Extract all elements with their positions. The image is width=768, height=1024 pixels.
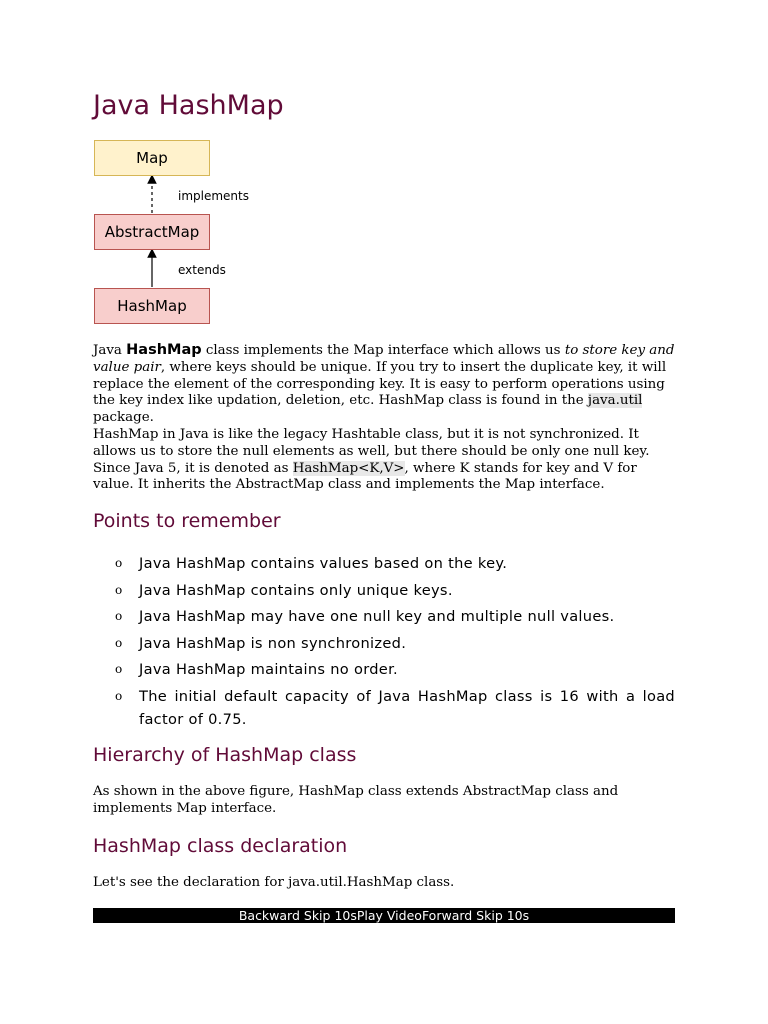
- points-heading: Points to remember: [93, 510, 281, 532]
- list-item: [93, 685, 675, 731]
- hierarchy-diagram: [93, 139, 263, 329]
- intro-text: package.: [93, 410, 154, 426]
- bullet-icon: o: [115, 662, 123, 677]
- list-item-text: Java HashMap may have one null key and multiple null values.: [139, 608, 615, 626]
- intro-paragraph-1: [93, 342, 675, 427]
- list-item: [93, 552, 675, 575]
- bullet-icon: o: [115, 688, 123, 703]
- intro-text: , where keys should be unique. If you try to insert the duplicate key, it will replace the element of the corresponding key. It is easy to perform operations using the key index like updation, deletion, etc. HashMap class is found in the: [93, 359, 667, 409]
- intro-text: class implements the Map interface which allows us: [201, 343, 565, 358]
- list-item-text: The initial default capacity of Java HashMap class is 16 with a load factor of 0.75.: [139, 687, 675, 728]
- declaration-heading: HashMap class declaration: [93, 835, 348, 857]
- list-item: [93, 658, 675, 681]
- video-controls: [93, 908, 675, 923]
- hierarchy-heading: Hierarchy of HashMap class: [93, 744, 357, 766]
- bullet-icon: o: [115, 582, 123, 597]
- list-item-text: Java HashMap is non synchronized.: [139, 634, 407, 652]
- list-item-text: Java HashMap contains only unique keys.: [139, 581, 453, 599]
- list-item-text: Java HashMap contains values based on the key.: [139, 555, 508, 572]
- bullet-icon: o: [115, 635, 123, 650]
- intro-text: , where K stands for key and V for value. It inherits the AbstractMap class and implements the Map interface.: [93, 460, 637, 493]
- declaration-paragraph: Let's see the declaration for java.util.HashMap class.: [93, 875, 455, 890]
- points-list: [93, 552, 675, 735]
- bullet-icon: o: [115, 609, 123, 624]
- list-item-text: Java HashMap maintains no order.: [139, 661, 398, 679]
- play-video-button[interactable]: Play Video: [356, 908, 422, 923]
- map-interface-box: Map: [94, 140, 210, 176]
- intro-text: HashMap in Java is like the legacy Hashtable class, but it is not synchronized. It allows us to store the null elements as well, but there should be only one null key. Since Java 5, it is denoted as: [93, 427, 650, 476]
- list-item: [93, 605, 675, 628]
- intro-bold-term: HashMap: [126, 342, 202, 358]
- bullet-icon: o: [115, 556, 123, 570]
- skip-backward-button[interactable]: Backward Skip 10s: [238, 908, 357, 923]
- page-title: Java HashMap: [93, 90, 284, 121]
- intro-text: Java: [93, 343, 127, 358]
- skip-forward-button[interactable]: Forward Skip 10s: [421, 908, 530, 923]
- abstractmap-class-box: AbstractMap: [94, 214, 210, 250]
- inline-code: HashMap<K,V>: [292, 460, 405, 476]
- list-item: [93, 632, 675, 655]
- implements-label: implements: [178, 189, 249, 203]
- intro-paragraph-2: [93, 427, 675, 494]
- hierarchy-paragraph: As shown in the above figure, HashMap class extends AbstractMap class and implements Map interface.: [93, 784, 619, 816]
- inline-code: java.util: [587, 393, 643, 409]
- list-item: [93, 579, 675, 602]
- extends-label: extends: [178, 263, 226, 277]
- hashmap-class-box: HashMap: [94, 288, 210, 324]
- intro-emphasis: to store key and value pair: [93, 343, 675, 375]
